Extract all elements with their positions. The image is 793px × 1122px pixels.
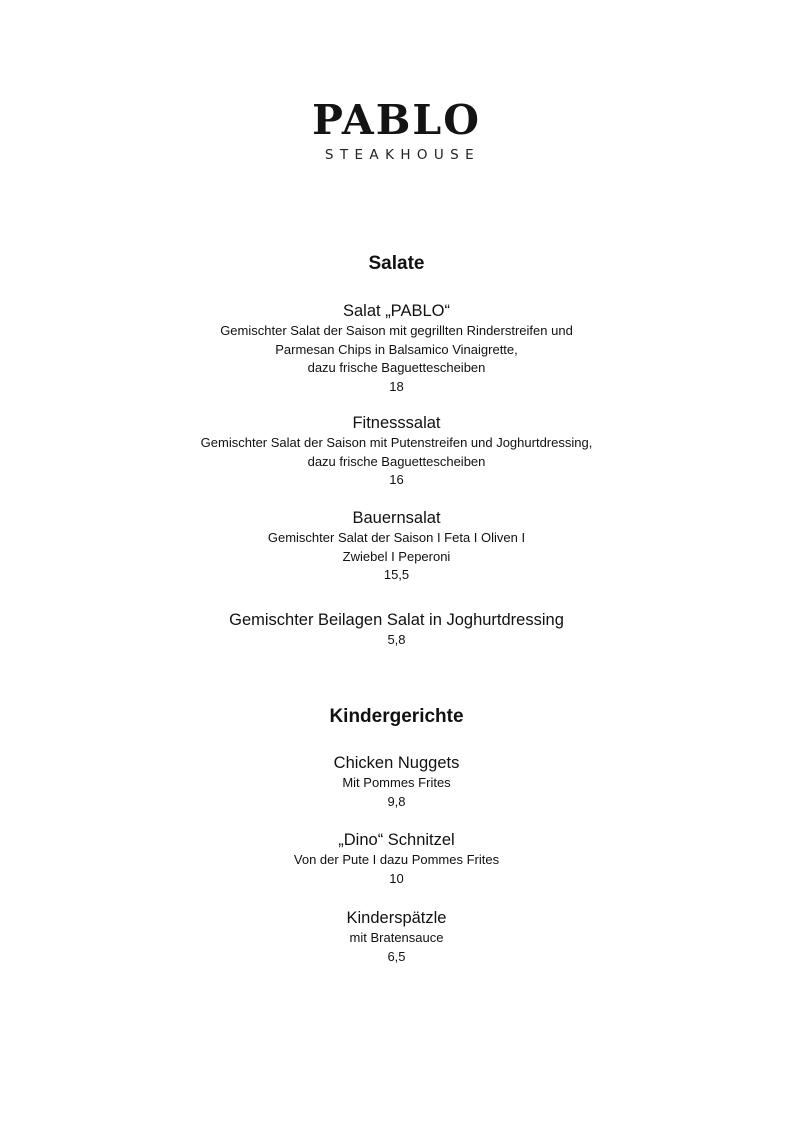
menu-item-description: Gemischter Salat der Saison mit Putenstreifen und Joghurtdressing, [200,435,593,450]
menu-item [0,412,793,490]
menu-item-name: Kinderspätzle [346,909,447,927]
menu-item [0,907,793,966]
menu-item-price: 15,5 [383,567,410,582]
menu-item-name: Bauernsalat [352,509,441,527]
menu-item-description: Von der Pute I dazu Pommes Frites [293,852,500,867]
menu-item-price: 6,5 [387,948,406,964]
menu-item-price: 18 [389,378,404,394]
menu-item-description: Gemischter Salat der Saison mit gegrillten Rinderstreifen und [220,323,573,338]
menu-item-description: Gemischter Salat der Saison I Feta I Oliven I [267,530,526,545]
menu-item-description: Zwiebel I Peperoni [342,548,451,564]
menu-item [0,507,793,585]
menu-item-price: 16 [389,472,404,487]
menu-item [0,829,793,888]
menu-item-name: Chicken Nuggets [333,754,460,772]
menu-item [0,609,793,650]
menu-item-description: Mit Pommes Frites [342,775,451,790]
restaurant-logo-name: PABLO [312,96,481,144]
menu-item-description: mit Bratensauce [349,930,444,945]
menu-item-description: dazu frische Baguettescheiben [307,453,486,469]
menu-item-description: dazu frische Baguettescheiben [307,360,486,375]
restaurant-logo-subtitle: STEAKHOUSE [324,147,481,163]
menu-item-description: Parmesan Chips in Balsamico Vinaigrette, [275,341,518,357]
section-title-kindergerichte: Kindergerichte [329,706,464,727]
menu-item-name: Gemischter Beilagen Salat in Joghurtdressing [229,611,564,629]
menu-item-name: Fitnesssalat [352,414,441,432]
menu-item-price: 9,8 [387,793,406,809]
section-title-salate: Salate [368,253,425,274]
menu-item-price: 5,8 [387,632,406,647]
menu-item-price: 10 [389,870,404,886]
menu-item [0,300,793,396]
menu-item-name: „Dino“ Schnitzel [338,831,455,849]
menu-item [0,752,793,811]
menu-item-name: Salat „PABLO“ [343,302,450,320]
